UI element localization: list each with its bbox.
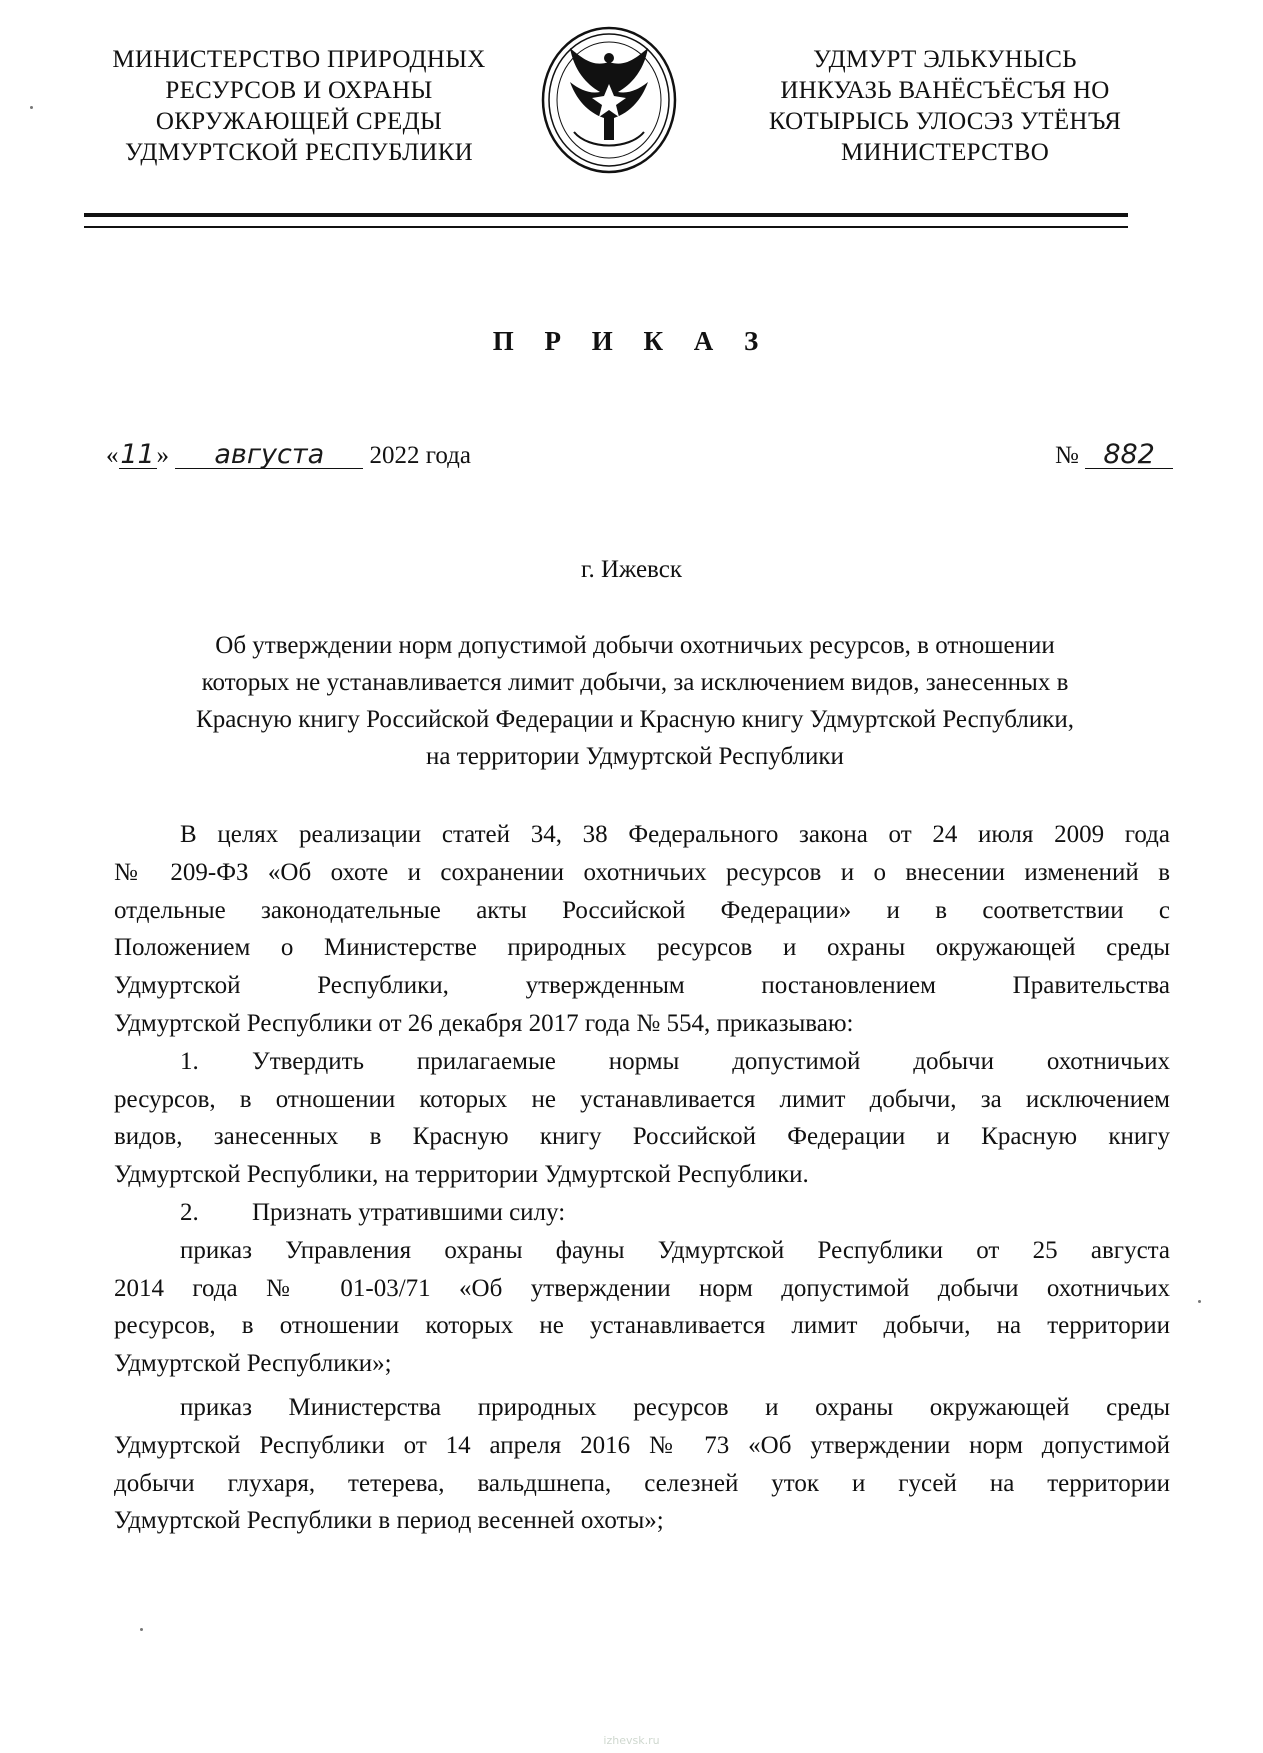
date-day-handwritten: 11: [120, 439, 155, 470]
order-body: [114, 816, 1170, 1540]
order-date: [106, 439, 471, 470]
repeal-2-line: приказ Министерства природных ресурсов и охраны окружающей среды: [180, 1393, 1170, 1421]
scan-speck: [140, 1628, 143, 1631]
repeal-2-line: Удмуртской Республики в период весенней охоты»;: [114, 1507, 664, 1535]
repeal-1-line: 2014 года № 01-03/71 «Об утверждении норм допустимой добычи охотничьих: [114, 1274, 1170, 1302]
preamble-line: В целях реализации статей 34, 38 Федерального закона от 24 июля 2009 года: [180, 821, 1170, 848]
order-subject: [100, 627, 1170, 775]
site-watermark: izhevsk.ru: [603, 1734, 660, 1747]
item-1-number: 1.: [180, 1047, 199, 1075]
item-1-line: Удмуртской Республики, на территории Удмуртской Республики.: [114, 1161, 809, 1189]
preamble-line: отдельные законодательные акты Российской Федерации» и в соответствии с: [114, 896, 1170, 924]
repeal-1-line: Удмуртской Республики»;: [114, 1350, 392, 1378]
item-1-line: видов, занесенных в Красную книгу Российской Федерации и Красную книгу: [114, 1123, 1170, 1151]
repeal-1-line: ресурсов, в отношении которых не устанавливается лимит добычи, на территории: [114, 1312, 1170, 1340]
item-2-line: [114, 1194, 1170, 1232]
subject-line: Об утверждении норм допустимой добычи охотничьих ресурсов, в отношении: [215, 632, 1055, 659]
header-left-line: РЕСУРСОВ И ОХРАНЫ: [165, 77, 433, 104]
order-number: [1055, 439, 1173, 470]
repeal-1-line: приказ Управления охраны фауны Удмуртской Республики от 25 августа: [180, 1236, 1170, 1264]
item-1-line: ресурсов, в отношении которых не устанавливается лимит добычи, за исключением: [114, 1085, 1170, 1113]
item-2-number: 2.: [180, 1198, 199, 1226]
subject-line: которых не устанавливается лимит добычи, за исключением видов, занесенных в: [201, 669, 1069, 696]
document-title: П Р И К А З: [492, 326, 771, 356]
repeal-2-line: добычи глухаря, тетерева, вальдшнепа, селезней уток и гусей на территории: [114, 1469, 1170, 1497]
header-right-line: МИНИСТЕРСТВО: [840, 139, 1050, 166]
preamble-line: Удмуртской Республики от 26 декабря 2017 года № 554, приказываю:: [114, 1009, 854, 1037]
subject-line: на территории Удмуртской Республики: [426, 743, 844, 770]
item-1-line: [114, 1043, 1170, 1081]
subject-line: Красную книгу Российской Федерации и Красную книгу Удмуртской Республики,: [196, 706, 1074, 733]
city: г. Ижевск: [581, 556, 682, 583]
header-left-line: УДМУРТСКОЙ РЕСПУБЛИКИ: [124, 139, 474, 166]
date-month-handwritten: августа: [175, 442, 363, 469]
preamble-line: № 209-ФЗ «Об охоте и сохранении охотничьих ресурсов и о внесении изменений в: [114, 858, 1170, 886]
header-divider-thick: [84, 213, 1128, 217]
item-2-text: Признать утратившими силу:: [252, 1198, 566, 1226]
header-divider-thin: [84, 226, 1128, 228]
date-open-quote: «: [106, 442, 119, 469]
repeal-2-line: Удмуртской Республики от 14 апреля 2016 № 73 «Об утверждении норм допустимой: [114, 1431, 1170, 1459]
ministry-name-russian: [94, 44, 504, 168]
header-right-line: ИНКУАЗЬ ВАНЁСЪЁСЪЯ НО: [780, 77, 1110, 104]
scan-speck: [30, 106, 33, 109]
scan-speck: [1198, 1300, 1201, 1303]
item-1-text: Утвердить прилагаемые нормы допустимой добычи охотничьих: [252, 1047, 1170, 1075]
coat-of-arms-icon: [534, 22, 684, 177]
header-right-line: УДМУРТ ЭЛЬКУНЫСЬ: [813, 46, 1077, 73]
ministry-name-udmurt: [720, 44, 1170, 168]
header-right-line: КОТЫРЫСЬ УЛОСЭЗ УТЁНЪЯ: [768, 108, 1122, 135]
preamble-line: Удмуртской Республики, утвержденным постановлением Правительства: [114, 972, 1170, 1000]
preamble-line: Положением о Министерстве природных ресурсов и охраны окружающей среды: [114, 934, 1170, 962]
header-left-line: МИНИСТЕРСТВО ПРИРОДНЫХ: [112, 46, 486, 73]
date-close-quote: »: [156, 442, 169, 469]
header-left-line: ОКРУЖАЮЩЕЙ СРЕДЫ: [155, 108, 443, 135]
number-sign: №: [1055, 442, 1079, 469]
number-handwritten: 882: [1085, 442, 1173, 469]
date-year: 2022 года: [369, 442, 471, 469]
